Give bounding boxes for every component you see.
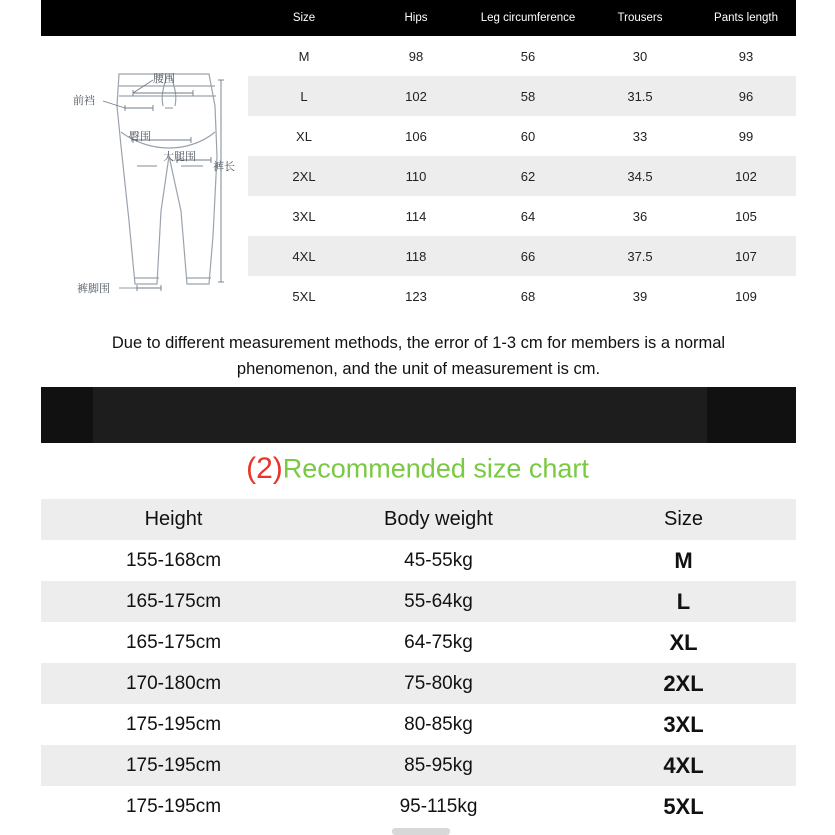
cell-trousers: 30 [584, 36, 696, 76]
table-row [41, 540, 796, 581]
table-row [248, 76, 796, 116]
cell-leg: 62 [472, 156, 584, 196]
label-pant-length: 裤长 [213, 160, 235, 173]
table-row [248, 196, 796, 236]
cell-length: 107 [696, 236, 796, 276]
table-row [41, 622, 796, 663]
col-header-pants-length: Pants length [696, 0, 796, 36]
label-leg-opening: 裤脚围 [77, 282, 110, 295]
section-divider-bar [41, 387, 796, 443]
cell-height: 165-175cm [41, 622, 306, 663]
col-header-size: Size [571, 499, 796, 540]
table-row [41, 745, 796, 786]
cell-hips: 114 [360, 196, 472, 236]
col-header-trousers: Trousers [584, 0, 696, 36]
table-row [248, 276, 796, 316]
cell-trousers: 33 [584, 116, 696, 156]
section-title-text: Recommended size chart [282, 453, 589, 484]
recommended-header-row [41, 499, 796, 540]
col-header-height: Height [41, 499, 306, 540]
table-row [41, 786, 796, 827]
pants-diagram [41, 36, 248, 318]
label-front-rise: 前裆 [73, 94, 95, 107]
cell-length: 96 [696, 76, 796, 116]
cell-height: 155-168cm [41, 540, 306, 581]
cell-size: 3XL [571, 704, 796, 745]
cell-trousers: 37.5 [584, 236, 696, 276]
cell-length: 105 [696, 196, 796, 236]
cell-height: 175-195cm [41, 745, 306, 786]
table-row [41, 581, 796, 622]
col-header-size: Size [248, 0, 360, 36]
cell-size: M [571, 540, 796, 581]
bottom-indicator [392, 828, 450, 835]
cell-hips: 102 [360, 76, 472, 116]
cell-height: 175-195cm [41, 786, 306, 827]
cell-weight: 85-95kg [306, 745, 571, 786]
col-header-hips: Hips [360, 0, 472, 36]
table-row [248, 116, 796, 156]
cell-size: 5XL [571, 786, 796, 827]
cell-trousers: 34.5 [584, 156, 696, 196]
cell-height: 175-195cm [41, 704, 306, 745]
cell-height: 165-175cm [41, 581, 306, 622]
cell-trousers: 31.5 [584, 76, 696, 116]
col-header-leg-circumference: Leg circumference [472, 0, 584, 36]
cell-trousers: 36 [584, 196, 696, 236]
cell-trousers: 39 [584, 276, 696, 316]
label-thigh: 大腿围 [163, 150, 196, 163]
cell-weight: 45-55kg [306, 540, 571, 581]
recommended-size-table [41, 499, 796, 827]
cell-leg: 58 [472, 76, 584, 116]
cell-weight: 55-64kg [306, 581, 571, 622]
measurement-header-row [248, 0, 796, 36]
cell-hips: 106 [360, 116, 472, 156]
cell-leg: 66 [472, 236, 584, 276]
label-hip: 臀围 [129, 130, 151, 143]
cell-size: 2XL [248, 156, 360, 196]
measurement-note: Due to different measurement methods, the error of 1-3 cm for members is a normal phenomenon, and the unit of measurement is cm. [111, 334, 726, 378]
section-number: (2) [246, 452, 283, 485]
recommended-chart-title [0, 452, 835, 486]
cell-size: XL [248, 116, 360, 156]
cell-size: 2XL [571, 663, 796, 704]
table-row [248, 236, 796, 276]
cell-size: 4XL [571, 745, 796, 786]
cell-hips: 98 [360, 36, 472, 76]
cell-leg: 60 [472, 116, 584, 156]
table-row [248, 156, 796, 196]
cell-weight: 95-115kg [306, 786, 571, 827]
measurement-section [0, 0, 835, 318]
cell-size: XL [571, 622, 796, 663]
cell-weight: 75-80kg [306, 663, 571, 704]
cell-length: 102 [696, 156, 796, 196]
divider-inner-panel [93, 387, 707, 443]
cell-size: 5XL [248, 276, 360, 316]
cell-size: 4XL [248, 236, 360, 276]
table-row [248, 36, 796, 76]
cell-hips: 123 [360, 276, 472, 316]
cell-leg: 68 [472, 276, 584, 316]
cell-hips: 118 [360, 236, 472, 276]
cell-size: 3XL [248, 196, 360, 236]
cell-height: 170-180cm [41, 663, 306, 704]
cell-length: 93 [696, 36, 796, 76]
cell-leg: 64 [472, 196, 584, 236]
cell-hips: 110 [360, 156, 472, 196]
cell-length: 109 [696, 276, 796, 316]
col-header-body-weight: Body weight [306, 499, 571, 540]
cell-length: 99 [696, 116, 796, 156]
cell-weight: 80-85kg [306, 704, 571, 745]
cell-size: M [248, 36, 360, 76]
cell-leg: 56 [472, 36, 584, 76]
cell-size: L [571, 581, 796, 622]
label-waist: 腰围 [153, 72, 175, 85]
measurement-table [248, 0, 796, 316]
cell-weight: 64-75kg [306, 622, 571, 663]
table-row [41, 663, 796, 704]
cell-size: L [248, 76, 360, 116]
table-row [41, 704, 796, 745]
